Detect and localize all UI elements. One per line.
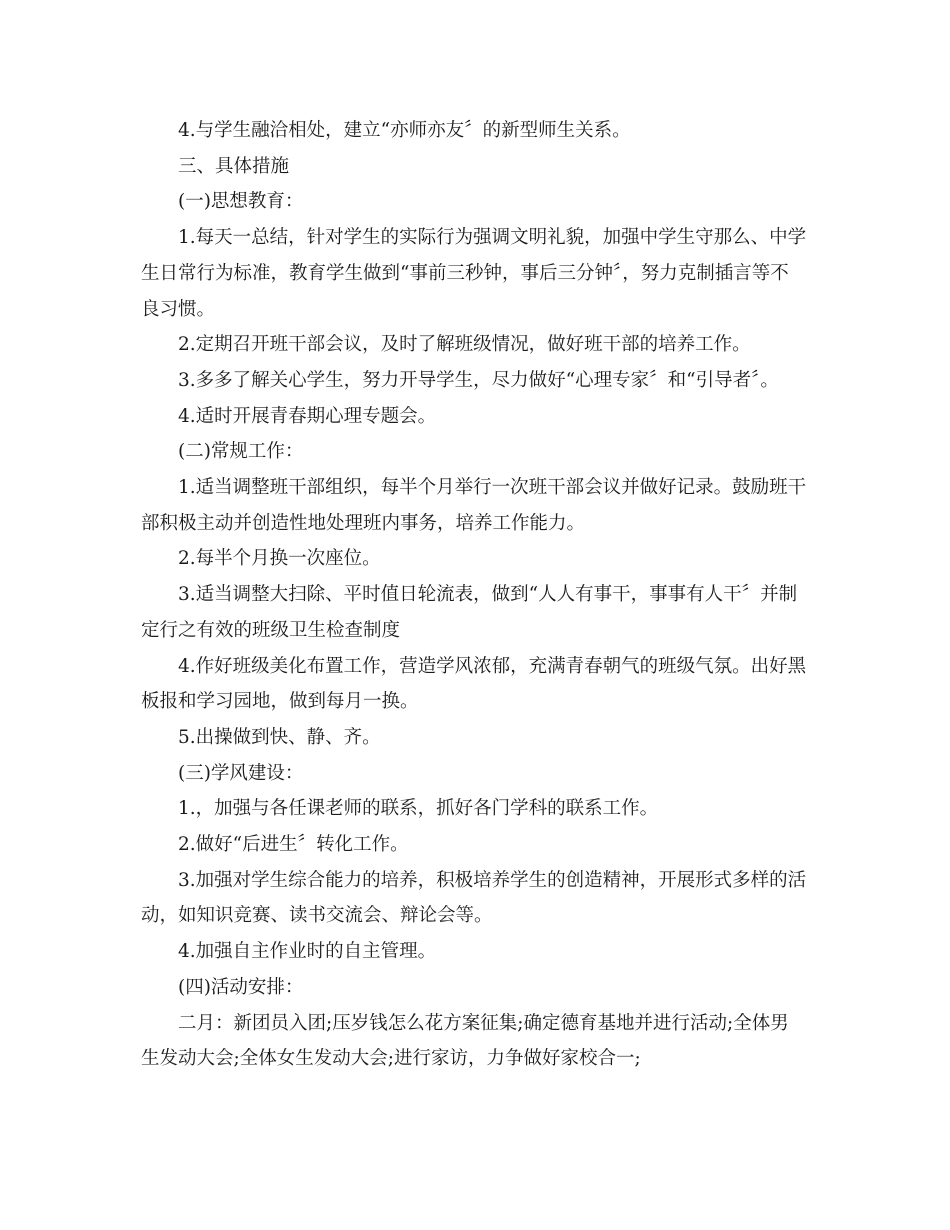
paragraph-routine-4: 4.作好班级美化布置工作，营造学风浓郁，充满青春朝气的班级气氛。出好黑板报和学习园地，做到每月一换。 (141, 655, 807, 713)
paragraph-ideology-1: 1.每天一总结，针对学生的实际行为强调文明礼貌，加强中学生守那么、中学生日常行为标准，教育学生做到“事前三秒钟，事后三分钟〞，努力克制插言等不良习惯。 (141, 227, 807, 320)
paragraph-ideology-2: 2.定期召开班干部会议，及时了解班级情况，做好班干部的培养工作。 (178, 334, 751, 356)
paragraph-study-1: 1.，加强与各任课老师的联系，抓好各门学科的联系工作。 (178, 798, 659, 820)
subheading-ideological-education: (一)思想教育： (178, 191, 304, 213)
subheading-activity-schedule: (四)活动安排： (178, 976, 304, 998)
paragraph-routine-2: 2.每半个月换一次座位。 (178, 548, 381, 570)
paragraph-study-2: 2.做好“后进生〞转化工作。 (178, 834, 409, 856)
paragraph-routine-3: 3.适当调整大扫除、平时值日轮流表，做到“人人有事干，事事有人干〞并制定行之有效的班级卫生检查制度 (141, 584, 798, 641)
paragraph-ideology-4: 4.适时开展青春期心理专题会。 (178, 405, 437, 427)
paragraph-routine-1: 1.适当调整班干部组织，每半个月举行一次班干部会议并做好记录。鼓励班干部积极主动并创造性地处理班内事务，培养工作能力。 (141, 477, 807, 534)
document-body (141, 113, 807, 1077)
paragraph-goal-4: 4.与学生融洽相处，建立“亦师亦友〞的新型师生关系。 (178, 120, 631, 141)
paragraph-february-activities: 二月：新团员入团;压岁钱怎么花方案征集;确定德育基地并进行活动;全体男生发动大会;全体女生发动大会;进行家访，力争做好家校合一; (141, 1012, 789, 1070)
subheading-routine-work: (二)常规工作： (178, 441, 304, 463)
subheading-study-atmosphere: (三)学风建设： (178, 762, 304, 784)
paragraph-ideology-3: 3.多多了解关心学生，努力开导学生，尽力做好“心理专家〞和“引导者〞。 (178, 369, 779, 391)
section-heading-measures: 三、具体措施 (178, 155, 290, 177)
paragraph-study-3: 3.加强对学生综合能力的培养，积极培养学生的创造精神，开展形式多样的活动，如知识竞赛、读书交流会、辩论会等。 (141, 869, 807, 927)
paragraph-routine-5: 5.出操做到快、静、齐。 (178, 726, 381, 748)
paragraph-study-4: 4.加强自主作业时的自主管理。 (178, 941, 437, 963)
